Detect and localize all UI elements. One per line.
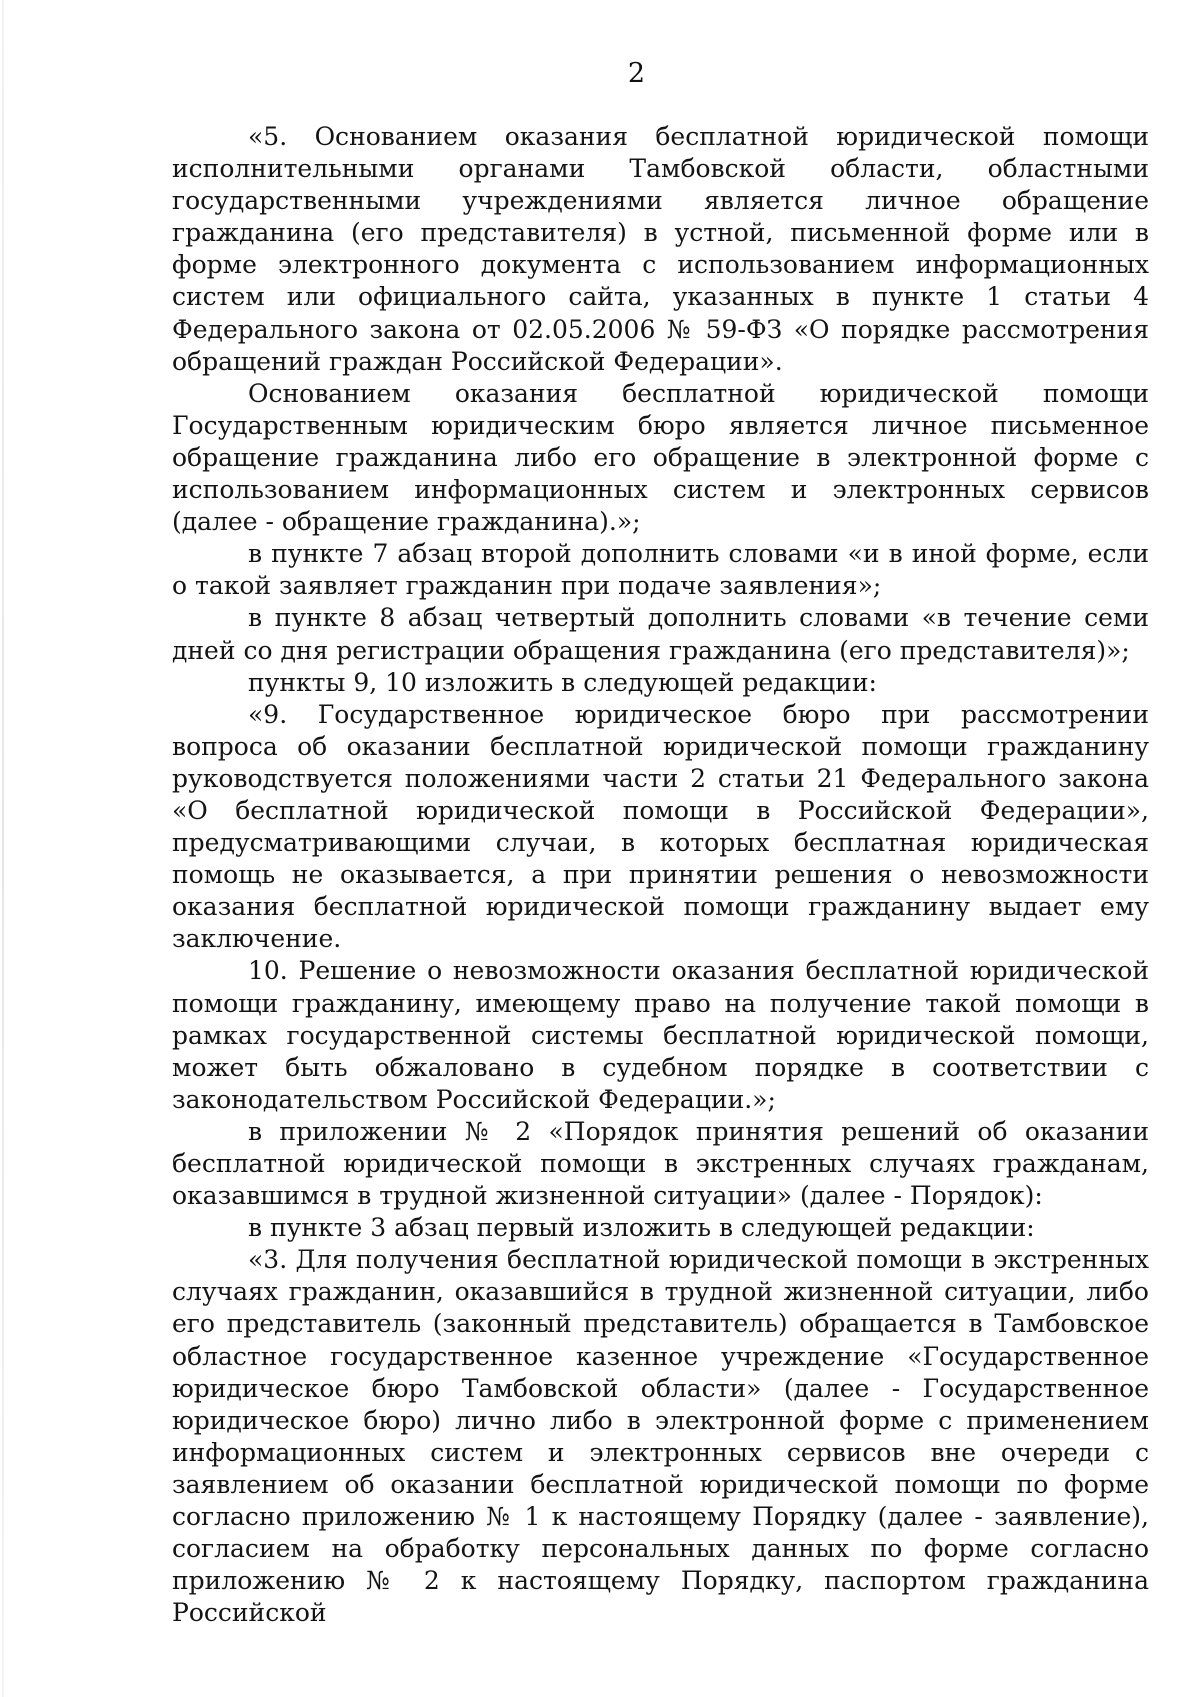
scan-edge-line [2,0,4,1697]
paragraph-7: 10. Решение о невозможности оказания бесплатной юридической помощи гражданину, имеющему право на получение такой помощи в рамках государственной системы бесплатной юридической помощи, может быть обжаловано в судебном порядке в соответствии с законодательством Российской Федерации.»; [172,956,1149,1114]
paragraph-4: в пункте 8 абзац четвертый дополнить словами «в течение семи дней со дня регистрации обращения гражданина (его представителя)»; [172,603,1149,665]
paragraph-2: Основанием оказания бесплатной юридической помощи Государственным юридическим бюро является личное письменное обращение гражданина либо его обращение в электронной форме с использованием информационных систем и электронных сервисов (далее - обращение гражданина).»; [172,378,1149,537]
paragraph-8: в приложении № 2 «Порядок принятия решений об оказании бесплатной юридической помощи в экстренных случаях гражданам, оказавшимся в трудной жизненной ситуации» (далее - Порядок): [172,1116,1149,1211]
paragraph-3: в пункте 7 абзац второй дополнить словами «и в иной форме, если о такой заявляет гражданин при подаче заявления»; [172,539,1149,601]
paragraph-6: «9. Государственное юридическое бюро при рассмотрении вопроса об оказании бесплатной юридической помощи гражданину руководствуется положениями части 2 статьи 21 Федерального закона «О бесплатной юридической помощи в Российской Федерации», предусматривающими случаи, в которых бесплатная юридическая помощь не оказывается, а при принятии решения о невозможности оказания бесплатной юридической помощи гражданину выдает ему заключение. [172,699,1149,954]
paragraph-10: «3. Для получения бесплатной юридической помощи в экстренных случаях гражданин, оказавшийся в трудной жизненной ситуации, либо его представитель (законный представитель) обращается в Тамбовское областное государственное казенное учреждение «Государственное юридическое бюро Тамбовской области» (далее - Государственное юридическое бюро) лично либо в электронной форме с применением информационных систем и электронных сервисов вне очереди с заявлением об оказании бесплатной юридической помощи по форме согласно приложению № 1 к настоящему Порядку (далее - заявление), согласием на обработку персональных данных по форме согласно приложению № 2 к настоящему Порядку, паспортом гражданина Российской [172,1245,1149,1628]
paragraph-9: в пункте 3 абзац первый изложить в следующей редакции: [248,1213,1035,1243]
paragraph-5: пункты 9, 10 изложить в следующей редакции: [248,667,877,697]
page-number: 2 [627,58,646,89]
paragraph-1: «5. Основанием оказания бесплатной юридической помощи исполнительными органами Тамбовской области, областными государственными учреждениями является личное обращение гражданина (его представителя) в устной, письменной форме или в форме электронного документа с использованием информационных систем или официального сайта, указанных в пункте 1 статьи 4 Федерального закона от 02.05.2006 № 59-ФЗ «О порядке рассмотрения обращений граждан Российской Федерации». [172,122,1149,376]
document-body [172,121,1149,1629]
